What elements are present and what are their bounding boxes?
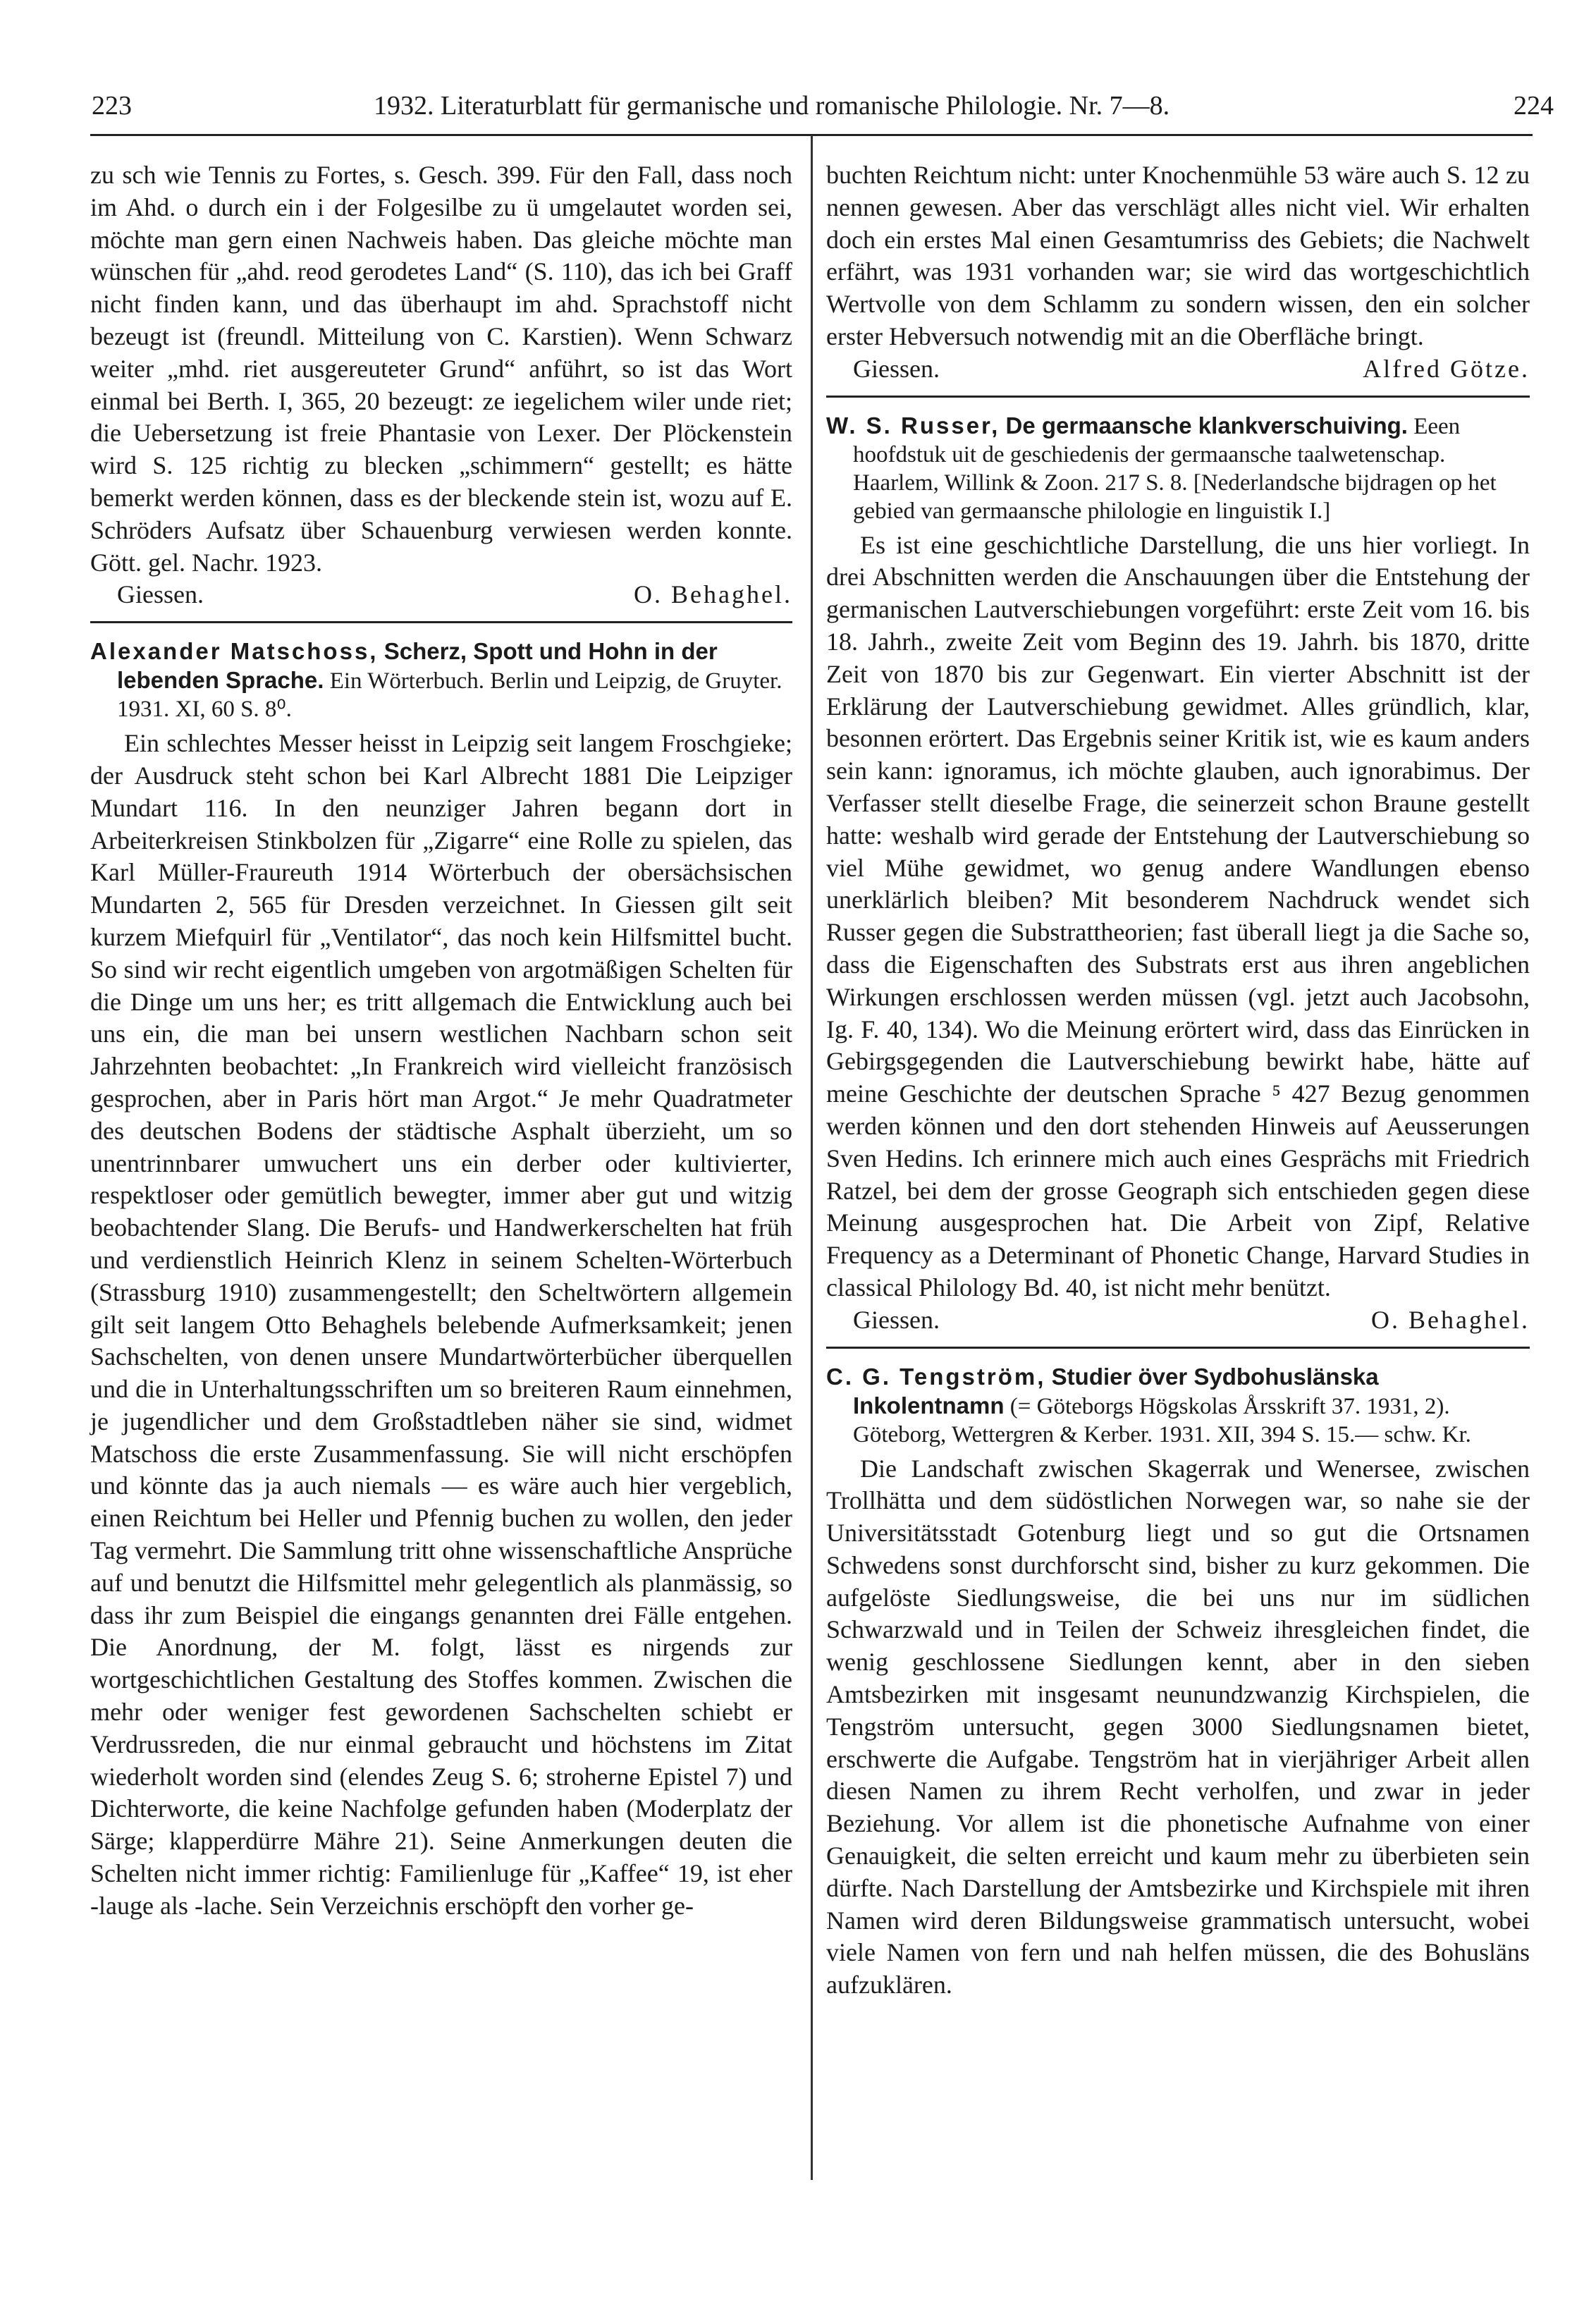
review-book-title: De germaansche klankverschuiving.: [1005, 412, 1408, 439]
review-continuation-text: zu sch wie Tennis zu Fortes, s. Gesch. 399. Für den Fall, dass noch im Ahd. o durch ein i der Folgesilbe zu ü umgelautet worden sei, möchte man gern einen Nachweis haben. Das gleiche möchte man wünschen für „ahd. reod gerodetes Land“ (S. 110), das ich bei Graff nicht finden kann, und das überhaupt im ahd. Sprachstoff nicht bezeugt ist (freundl. Mitteilung von C. Karstien). Wenn Schwarz weiter „mhd. riet ausgereuteter Grund“ anführt, so ist das Wort einmal bei Berth. I, 365, 20 bezeugt: ze iegelichem wiler unde riet; die Uebersetzung ist freie Phantasie von Lexer. Der Plöckenstein wird S. 125 richtig zu blecken „schimmern“ gestellt; es hätte bemerkt werden können, dass es der bleckende stein ist, wozu auf E. Schröders Aufsatz über Schauenburg verwiesen werden konnte. Gött. gel. Nachr. 1923.: [90, 161, 792, 577]
signature-place: Giessen.: [853, 1305, 940, 1334]
signature: [826, 353, 1530, 386]
review-continuation-text: buchten Reichtum nicht: unter Knochenmühle 53 wäre auch S. 12 zu nennen gewesen. Aber das verschlägt alles nicht viel. Wir erhalten doch ein erstes Mal einen Gesamtumriss des Gebiets; die Nachwelt erfährt, was 1931 vorhanden war; sie wird das wortgeschichtlich Wertvolle von dem Schlamm zu sondern wissen, den ein solcher erster Hebversuch notwendig mit an die Oberfläche bringt.: [826, 161, 1530, 350]
signature: [826, 1304, 1530, 1337]
review-heading: [826, 1363, 1530, 1449]
review-bibliography: (= Göteborgs Högskolas Årsskrift 37. 1931, 2). Göteborg, Wettergren & Kerber. 1931. XII, 394 S. 15.— schw. Kr.: [853, 1393, 1471, 1447]
review-author: Alexander Matschoss,: [90, 638, 379, 665]
review-heading: [826, 412, 1530, 525]
signature-name: O. Behaghel.: [1371, 1305, 1530, 1334]
page-number-left: 223: [92, 91, 132, 121]
running-header: [0, 90, 1596, 135]
page-number-right: 224: [1514, 91, 1554, 121]
review-body-text: Ein schlechtes Messer heisst in Leipzig seit langem Froschgieke; der Ausdruck steht schon bei Karl Albrecht 1881 Die Leipziger Mundart 116. In den neunziger Jahren begann dort in Arbeiterkreisen Stinkbolzen für „Zigarre“ eine Rolle zu spielen, das Karl Müller-Fraureuth 1914 Wörterbuch der obersächsischen Mundarten 2, 565 für Dresden verzeichnet. In Giessen gilt seit kurzem Miefquirl für „Ventilator“, das noch kein Hilfsmittel bucht. So sind wir recht eigentlich umgeben von argotmäßigen Schelten für die Dinge um uns her; es tritt allgemach die Entwicklung auch bei uns ein, die man bei unsern westlichen Nachbarn schon seit Jahrzehnten beobachtet: „In Frankreich wird vielleicht französisch gesprochen, aber in Paris hört man Argot.“ Je mehr Quadratmeter des deutschen Bodens der städtische Asphalt überzieht, um so unentrinnbarer umwuchert uns ein derber oder kultivierter, respektloser oder gemütlich bewegter, immer aber gut und witzig beobachtender Slang. Die Berufs- und Handwerkerschelten hat früh und verdienstlich Heinrich Klenz in seinem Schelten-Wörterbuch (Strassburg 1910) zusammengestellt; den Scheltwörtern allgemein gilt seit langem Otto Behaghels belebende Aufmerksamkeit; jenen Sachschelten, von denen unsere Mundartwörterbücher überquellen und die in Unterhaltungsschriften um so breiteren Raum einnehmen, je jugendlicher und dem Großstadtleben näher sie sind, widmet Matschoss die erste Zusammenfassung. Sie will nicht erschöpfen und könnte das ja auch niemals — es wäre auch hier vergeblich, einen Reichtum bei Heller und Pfennig buchen zu wollen, den jeder Tag vermehrt. Die Sammlung tritt ohne wissenschaftliche Ansprüche auf und benutzt die Hilfsmittel mehr gelegentlich als planmässig, so dass ihr zum Beispiel die eingangs genannten drei Fälle entgehen. Die Anordnung, der M. folgt, lässt es nirgends zur wortgeschichtlichen Gestaltung des Stoffes kommen. Zwischen die mehr oder weniger fest gewordenen Sachschelten schiebt er Verdrussreden, die nur einmal gebraucht und höchstens im Zitat wiederholt worden sind (elendes Zeug S. 6; stroherne Epistel 7) und Dichterworte, die keine Nachfolge gefunden haben (Moderplatz der Särge; klapperdürre Mähre 21). Seine Anmerkungen deuten die Schelten nicht immer richtig: Familienluge für „Kaffee“ 19, ist eher -lauge als -lache. Sein Verzeichnis erschöpft den vorher ge-: [90, 729, 792, 1920]
review-author: W. S. Russer,: [826, 412, 1000, 439]
signature-place: Giessen.: [117, 580, 204, 609]
left-column: [90, 159, 792, 1923]
signature-place: Giessen.: [853, 354, 940, 383]
section-rule: [826, 396, 1530, 398]
review-author: C. G. Tengström,: [826, 1363, 1046, 1390]
review-body-text: Es ist eine geschichtliche Darstellung, die uns hier vorliegt. In drei Abschnitten werden die Anschauungen über die Entstehung der germanischen Lautverschiebungen vorgeführt: erste Zeit vom 16. bis 18. Jahrh., zweite Zeit vom Beginn des 19. Jahrh. bis 1870, dritte Zeit von 1870 bis zur Gegenwart. Ein vierter Abschnitt ist der Erklärung der Lautverschiebung gewidmet. Alles gründlich, klar, besonnen erörtert. Das Ergebnis seiner Kritik ist, wie es kaum anders sein kann: ignoramus, ich möchte glauben, auch ignorabimus. Der Verfasser stellt dieselbe Frage, die seinerzeit schon Braune gestellt hatte: weshalb wird gerade der Entstehung der Lautverschiebung so viel Mühe gewidmet, wo genug andere Wandlungen ebenso unerklärlich bleiben? Mit besonderem Nachdruck wendet sich Russer gegen die Substrattheorien; fast überall liegt ja die Sache so, dass die Eigenschaften des Substrats erst aus ihren angeblichen Wirkungen erschlossen werden müssen (vgl. jetzt auch Jacobsohn, Ig. F. 40, 134). Wo die Meinung erörtert wird, dass das Einrücken in Gebirgsgegenden die Lautverschiebung bewirkt habe, hätte auf meine Geschichte der deutschen Sprache ⁵ 427 Bezug genommen werden können und den dort stehenden Hinweis auf Aeusserungen Sven Hedins. Ich erinnere mich auch eines Gesprächs mit Friedrich Ratzel, bei dem der grosse Geograph sich entschieden gegen diese Meinung ausgesprochen hat. Die Arbeit von Zipf, Relative Frequency as a Determinant of Phonetic Change, Harvard Studies in classical Philology Bd. 40, ist nicht mehr benützt.: [826, 530, 1530, 1301]
review-body-text: Die Landschaft zwischen Skagerrak und Wenersee, zwischen Trollhätta und dem südöstlichen Norwegen war, so nahe sie der Universitätsstadt Gotenburg liegt und so gut die Ortsnamen Schwedens sonst durchforscht sind, bisher zu kurz gekommen. Die aufgelöste Siedlungsweise, die bei uns nur im südlichen Schwarzwald und in Teilen der Schweiz ihresgleichen findet, die wenig geschlossene Siedlungen kennt, aber in den sieben Amtsbezirken mit insgesamt neunundzwanzig Kirchspielen, die Tengström untersucht, gegen 3000 Siedlungsnamen bietet, erschwerte die Aufgabe. Tengström hat in vierjähriger Arbeit allen diesen Namen zu ihrem Recht verholfen, und zwar in jeder Beziehung. Vor allem ist die phonetische Aufnahme von einer Genauigkeit, die selten erreicht und kaum mehr zu überbieten sein dürfte. Nach Darstellung der Amtsbezirke und Kirchspiele mit ihren Namen wird deren Bildungsweise grammatisch untersucht, wobei viele Namen von fern und nah helfen müssen, die des Bohusläns aufzuklären.: [826, 1454, 1530, 1999]
section-rule: [826, 1347, 1530, 1349]
right-column: [826, 159, 1530, 2002]
column-divider: [811, 135, 813, 2180]
journal-title: 1932. Literaturblatt für germanische und romanische Philologie. Nr. 7—8.: [374, 91, 1170, 121]
review-book-title: Studier över Sydbohuslänska Inkolentnamn: [853, 1363, 1379, 1419]
review-bibliography: Eeen hoofdstuk uit de geschiedenis der germaansche taalwetenschap. Haarlem, Willink & Zoon. 217 S. 8. [Nederlandsche bijdragen op het gebied van germaansche philologie en linguistik I.]: [853, 413, 1497, 524]
signature-name: Alfred Götze.: [1363, 354, 1530, 383]
signature: [90, 579, 792, 611]
review-bibliography: Ein Wörterbuch. Berlin und Leipzig, de Gruyter. 1931. XI, 60 S. 8⁰.: [117, 668, 782, 723]
section-rule: [90, 621, 792, 623]
signature-name: O. Behaghel.: [634, 580, 792, 609]
review-book-title: Scherz, Spott und Hohn in der lebenden Sprache.: [117, 638, 718, 694]
review-heading: [90, 637, 792, 723]
